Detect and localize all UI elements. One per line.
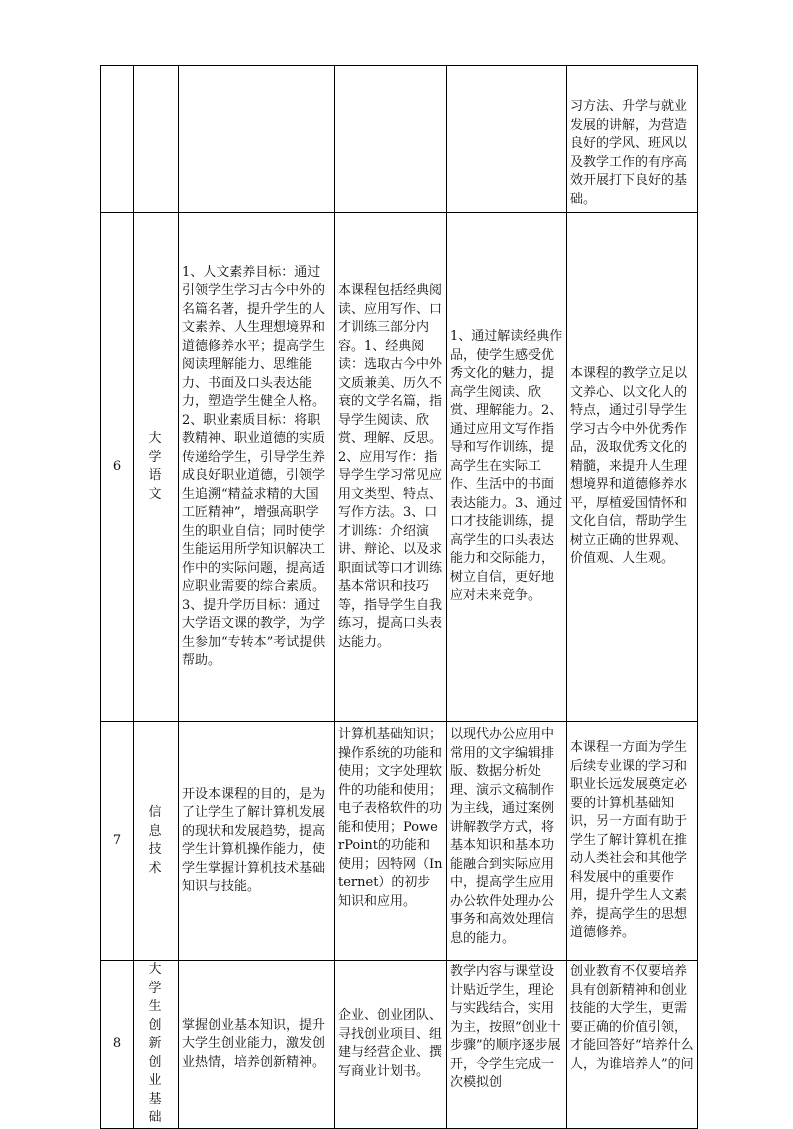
course-name: 大学生创新创业基础 — [134, 961, 179, 1129]
teaching-requirements: 1、通过解读经典作品，使学生感受优秀文化的魅力，提高学生阅读、欣赏、理解能力。2、通过应用文写作指导和写作训练，提高学生在实际工作、生活中的书面表达能力。3、通过口才技能训练，提高学生的口头表达能力和交际能力，树立自信，更好地应对未来竞争。 — [447, 213, 567, 722]
table-row — [101, 213, 698, 722]
course-number — [101, 66, 134, 213]
course-objective: 掌握创业基本知识，提升大学生创业能力，激发创业热情，培养创新精神。 — [179, 961, 335, 1129]
course-number: 8 — [101, 961, 134, 1129]
table-row — [101, 66, 698, 213]
ideological-goals: 本课程的教学立足以文养心、以文化人的特点，通过引导学生学习古今中外优秀作品，汲取优秀文化的精髓，来提升人生理想境界和道德修养水平，厚植爱国情怀和文化自信，帮助学生树立正确的世界观、价值观、人生观。 — [567, 213, 698, 722]
course-number: 6 — [101, 213, 134, 722]
course-content: 企业、创业团队、寻找创业项目、组建与经营企业、撰写商业计划书。 — [335, 961, 447, 1129]
course-name: 信息技术 — [134, 722, 179, 961]
ideological-goals: 本课程一方面为学生后续专业课的学习和职业长远发展奠定必要的计算机基础知识，另一方面有助于学生了解计算机在推动人类社会和其他学科发展中的重要作用，提升学生人文素养，提高学生的思想道德修养。 — [567, 722, 698, 961]
table-row — [101, 722, 698, 961]
course-content — [335, 66, 447, 213]
teaching-requirements: 以现代办公应用中常用的文字编辑排版、数据分析处理、演示文稿制作为主线，通过案例讲解教学方式，将基本知识和基本功能融合到实际应用中，提高学生应用办公软件处理办公事务和高效处理信息的能力。 — [447, 722, 567, 961]
course-content: 计算机基础知识；操作系统的功能和使用；文字处理软件的功能和使用；电子表格软件的功能和使用；PowerPoint的功能和使用；因特网（Internet）的初步知识和应用。 — [335, 722, 447, 961]
course-number: 7 — [101, 722, 134, 961]
course-objective: 开设本课程的目的，是为了让学生了解计算机发展的现状和发展趋势，提高学生计算机操作能力，使学生掌握计算机技术基础知识与技能。 — [179, 722, 335, 961]
course-name — [134, 66, 179, 213]
course-objective — [179, 66, 335, 213]
course-table — [100, 65, 698, 1129]
table-row — [101, 961, 698, 1129]
course-content: 本课程包括经典阅读、应用写作、口才训练三部分内容。1、经典阅读：选取古今中外文质兼美、历久不衰的文学名篇，指导学生阅读、欣赏、理解、反思。2、应用写作：指导学生学习常见应用文类型、特点、写作方法。3、口才训练：介绍演讲、辩论、以及求职面试等口才训练基本常识和技巧等，指导学生自我练习，提高口头表达能力。 — [335, 213, 447, 722]
course-objective: 1、人文素养目标：通过引领学生学习古今中外的名篇名著，提升学生的人文素养、人生理想境界和道德修养水平；提高学生阅读理解能力、思维能力、书面及口头表达能力，塑造学生健全人格。2、职业素质目标：将职教精神、职业道德的实质传递给学生，引导学生养成良好职业道德，引领学生追溯“精益求精的大国工匠精神”，增强高职学生的职业自信；同时使学生能运用所学知识解决工作中的实际问题，提高适应职业需要的综合素质。3、提升学历目标：通过大学语文课的教学，为学生参加“专转本”考试提供帮助。 — [179, 213, 335, 722]
teaching-requirements — [447, 66, 567, 213]
ideological-goals: 创业教育不仅要培养具有创新精神和创业技能的大学生，更需要正确的价值引领，才能回答好“培养什么人，为谁培养人”的问 — [567, 961, 698, 1129]
ideological-goals: 习方法、升学与就业发展的讲解，为营造良好的学风、班风以及教学工作的有序高效开展打下良好的基础。 — [567, 66, 698, 213]
course-name: 大学语文 — [134, 213, 179, 722]
teaching-requirements: 教学内容与课堂设计贴近学生，理论与实践结合，实用为主，按照“创业十步骤”的顺序逐步展开，令学生完成一次模拟创 — [447, 961, 567, 1129]
